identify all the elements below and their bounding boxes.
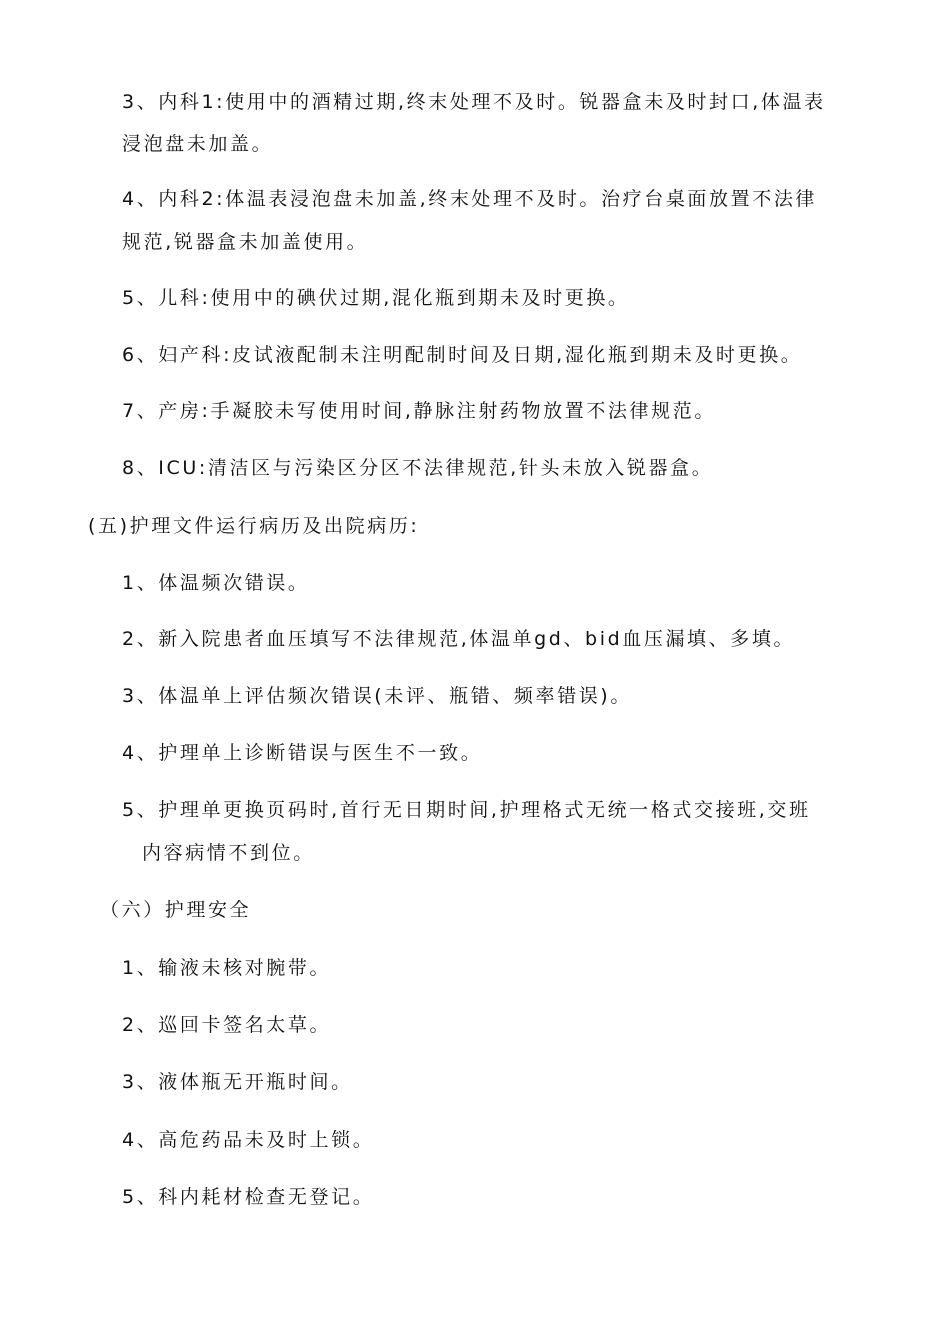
list-item-internal-medicine-2-line-2: 规范,锐器盒未加盖使用。	[122, 231, 369, 253]
section-heading-nursing-safety: （六）护理安全	[100, 899, 252, 921]
list-item-icu: 8、ICU:清洁区与污染区分区不法律规范,针头未放入锐器盒。	[122, 457, 714, 479]
list-item-signature: 2、巡回卡签名太草。	[122, 1014, 332, 1036]
list-item-obstetrics: 6、妇产科:皮试液配制未注明配制时间及日期,湿化瓶到期未及时更换。	[122, 344, 803, 366]
list-item-wristband: 1、输液未核对腕带。	[122, 957, 332, 979]
list-item-page-change-line-2: 内容病情不到位。	[142, 842, 315, 864]
list-item-consumables: 5、科内耗材检查无登记。	[122, 1186, 375, 1208]
list-item-diagnosis-mismatch: 4、护理单上诊断错误与医生不一致。	[122, 742, 483, 764]
list-item-bottle-time: 3、液体瓶无开瓶时间。	[122, 1071, 353, 1093]
list-item-page-change-line-1: 5、护理单更换页码时,首行无日期时间,护理格式无统一格式交接班,交班	[122, 799, 811, 821]
list-item-internal-medicine-2-line-1: 4、内科2:体温表浸泡盘未加盖,终末处理不及时。治疗台桌面放置不法律	[122, 188, 818, 210]
list-item-internal-medicine-1-line-2: 浸泡盘未加盖。	[122, 133, 274, 155]
list-item-high-risk-drugs: 4、高危药品未及时上锁。	[122, 1129, 375, 1151]
section-heading-nursing-documents: (五)护理文件运行病历及出院病历:	[88, 515, 420, 537]
list-item-temperature-frequency: 1、体温频次错误。	[122, 572, 310, 594]
list-item-delivery-room: 7、产房:手凝胶未写使用时间,静脉注射药物放置不法律规范。	[122, 400, 716, 422]
list-item-pediatrics: 5、儿科:使用中的碘伏过期,混化瓶到期未及时更换。	[122, 287, 630, 309]
list-item-blood-pressure: 2、新入院患者血压填写不法律规范,体温单gd、bid血压漏填、多填。	[122, 628, 796, 650]
list-item-internal-medicine-1-line-1: 3、内科1:使用中的酒精过期,终末处理不及时。锐器盒未及时封口,体温表	[122, 91, 826, 113]
list-item-assessment-frequency: 3、体温单上评估频次错误(未评、瓶错、频率错误)。	[122, 685, 632, 707]
